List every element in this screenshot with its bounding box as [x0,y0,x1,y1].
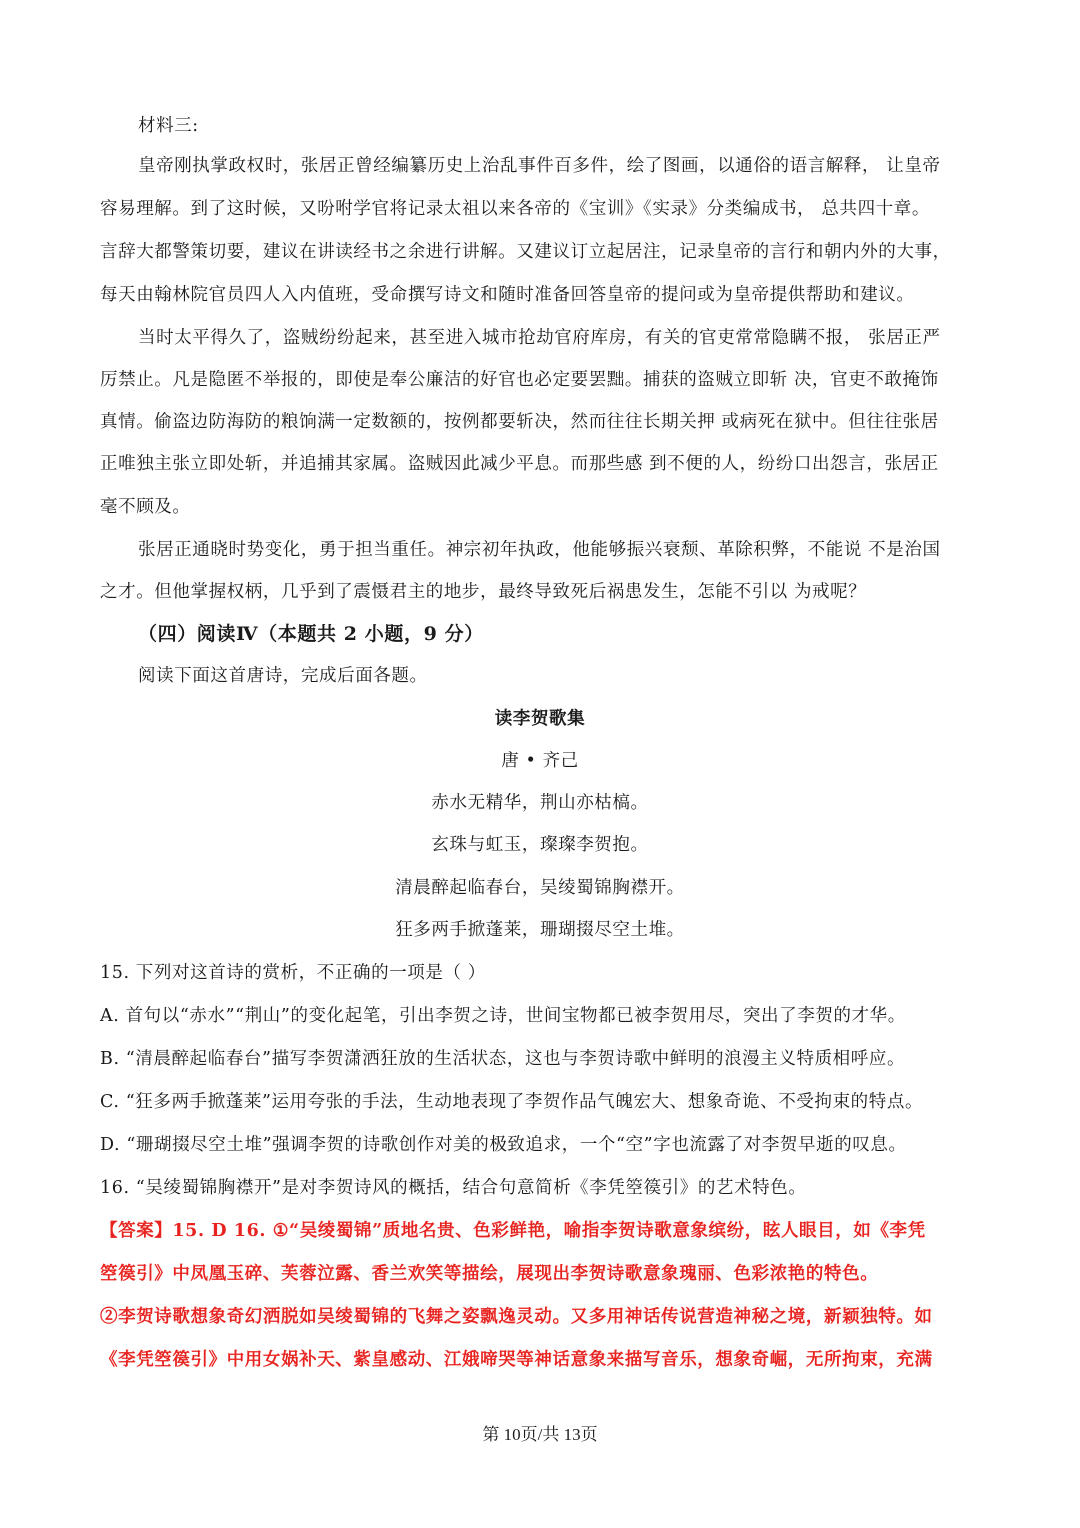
poem-title: 读李贺歌集 [494,709,586,729]
paragraph-line: 每天由翰林院官员四人入内值班，受命撰写诗文和随时准备回答皇帝的提问或为皇帝提供帮助和建议。 [100,285,915,305]
paragraph-line: 当时太平得久了，盗贼纷纷起来，甚至进入城市抢劫官府库房，有关的官吏常常隐瞒不报， 张居正严 [138,328,941,348]
poem-author: 唐 • 齐己 [501,751,579,771]
poem-line: 清晨醉起临春台，吴绫蜀锦胸襟开。 [395,878,685,898]
answer-line: ②李贺诗歌想象奇幻洒脱如吴绫蜀锦的飞舞之姿飘逸灵动。又多用神话传说营造神秘之境，新颖独特。如 [100,1307,933,1327]
option-d: D. “珊瑚掇尽空土堆”强调李贺的诗歌创作对美的极致追求，一个“空”字也流露了对李贺早逝的叹息。 [100,1135,907,1155]
answer-line: 《李凭箜篌引》中用女娲补天、紫皇感动、江娥啼哭等神话意象来描写音乐，想象奇崛，无所拘束，充满 [100,1350,933,1370]
paragraph-line: 正唯独主张立即处斩，并追捕其家属。盗贼因此减少平息。而那些感 到不便的人，纷纷口出怨言，张居正 [100,454,939,474]
material-label: 材料三: [138,116,199,136]
paragraph-line: 张居正通晓时势变化，勇于担当重任。神宗初年执政，他能够振兴衰颓、革除积弊，不能说 不是治国 [138,540,941,560]
section-heading: （四）阅读Ⅳ（本题共 2 小题，9 分） [138,623,484,645]
poem-line: 狂多两手掀蓬莱，珊瑚掇尽空土堆。 [395,920,685,940]
section-instruction: 阅读下面这首唐诗，完成后面各题。 [138,666,428,686]
paragraph-line: 容易理解。到了这时候，又吩咐学官将记录太祖以来各帝的《宝训》《实录》分类编成书， 总共四十章。 [100,199,931,219]
paragraph-line: 之才。但他掌握权柄，几乎到了震慑君主的地步，最终导致死后祸患发生，怎能不引以 为戒呢？ [100,582,867,602]
option-c: C. “狂多两手掀蓬莱”运用夸张的手法，生动地表现了李贺作品气魄宏大、想象奇诡、不受拘束的特点。 [100,1092,924,1112]
poem-line: 赤水无精华，荆山亦枯槁。 [431,793,649,813]
paragraph-line: 言辞大都警策切要，建议在讲读经书之余进行讲解。又建议订立起居注，记录皇帝的言行和朝内外的大事， [100,242,951,262]
paragraph-line: 毫不顾及。 [100,497,191,517]
poem-line: 玄珠与虹玉，璨璨李贺抱。 [431,835,649,855]
page-number: 第 10页/共 13页 [482,1425,598,1444]
answer-line: 【答案】15. D 16. ①“吴绫蜀锦”质地名贵、色彩鲜艳，喻指李贺诗歌意象缤纷，眩人眼目，如《李凭 [100,1221,926,1241]
answer-line: 箜篌引》中凤凰玉碎、芙蓉泣露、香兰欢笑等描绘，展现出李贺诗歌意象瑰丽、色彩浓艳的特色。 [100,1264,879,1284]
question-16: 16. “吴绫蜀锦胸襟开”是对李贺诗风的概括，结合句意简析《李凭箜篌引》的艺术特色。 [100,1178,807,1198]
paragraph-line: 厉禁止。凡是隐匿不举报的，即使是奉公廉洁的好官也必定要罢黜。捕获的盗贼立即斩 决，官吏不敢掩饰 [100,370,939,390]
paragraph-line: 皇帝刚执掌政权时，张居正曾经编纂历史上治乱事件百多件，绘了图画，以通俗的语言解释， 让皇帝 [138,156,941,176]
option-a: A. 首句以“赤水”“荆山”的变化起笔，引出李贺之诗，世间宝物都已被李贺用尽，突出了李贺的才华。 [100,1006,906,1026]
paragraph-line: 真情。偷盗边防海防的粮饷满一定数额的，按例都要斩决，然而往往长期关押 或病死在狱中。但往往张居 [100,412,939,432]
question-15: 15. 下列对这首诗的赏析，不正确的一项是（ ） [100,963,486,983]
option-b: B. “清晨醉起临春台”描写李贺潇洒狂放的生活状态，这也与李贺诗歌中鲜明的浪漫主义特质相呼应。 [100,1049,906,1069]
